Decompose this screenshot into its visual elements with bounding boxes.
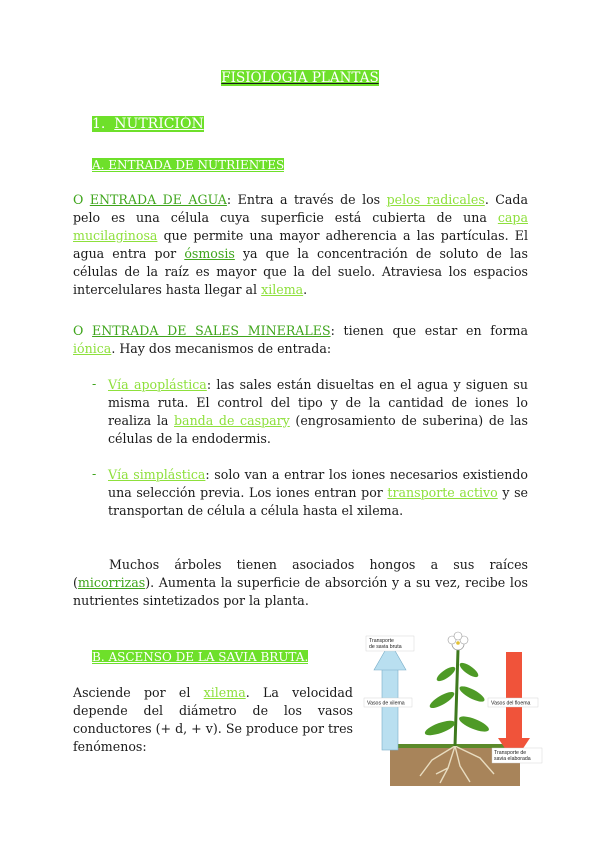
- label-line: savia elaborada: [494, 756, 531, 762]
- keyword-xilema-ascenso: xilema: [203, 685, 246, 700]
- text: . Cada pelo es una célula cuya superficie está cubierta de una: [73, 192, 529, 225]
- text: (engrosamiento de suberina) de las células de la endodermis.: [108, 413, 528, 446]
- text: . La velocidad depende del diámetro de los vasos conductores (+ d, + v). Se produce por tres fenómenos:: [73, 685, 353, 754]
- text: .: [303, 282, 308, 297]
- keyword-capa-mucilaginosa: capa mucilaginosa: [73, 210, 528, 243]
- section-a-heading-text: A. ENTRADA DE NUTRIENTES: [92, 158, 285, 172]
- label-line: Transporte de: [494, 750, 527, 756]
- paragraph-ascenso: [73, 684, 353, 756]
- text: . Hay dos mecanismos de entrada:: [111, 341, 332, 356]
- text: : las sales están disueltas en el agua y siguen su misma ruta. El control del tipo y de la cantidad de iones lo realiza la: [108, 377, 528, 428]
- list-item-via-simplastica: [108, 466, 528, 520]
- section-1-number: 1.: [92, 116, 106, 132]
- section-1-label: NUTRICIÓN: [114, 116, 204, 132]
- circle-bullet: O: [73, 323, 84, 338]
- text: : Entra a través de los: [226, 192, 387, 207]
- term-via-simplastica: Vía simplástica: [108, 467, 206, 482]
- figure-label-xilema: Vasos de xilema: [367, 700, 405, 707]
- text: Asciende por el: [73, 685, 204, 700]
- section-b-heading: [92, 650, 308, 664]
- section-1-heading: [92, 116, 204, 132]
- section-a-heading: [92, 158, 284, 172]
- keyword-pelos-radicales: pelos radicales: [386, 192, 485, 207]
- dash-bullet: -: [92, 376, 97, 391]
- circle-bullet: O: [73, 192, 84, 207]
- plant-transport-figure: [360, 628, 544, 788]
- text: : solo van a entrar los iones necesarios existiendo una selección previa. Los iones entran por: [108, 467, 529, 500]
- text: ya que la concentración de soluto de las células de la raíz es mayor que la del suelo. Atraviesa los espacios intercelulares hasta llegar al: [73, 246, 528, 297]
- term-via-apoplastica: Vía apoplástica: [108, 377, 207, 392]
- label-line: Transporte: [369, 638, 394, 644]
- label-line: de savia bruta: [369, 644, 402, 650]
- paragraph-entrada-agua: [73, 191, 528, 299]
- paragraph-micorrizas: [73, 556, 528, 610]
- title-text: FISIOLOGÍA PLANTAS: [221, 70, 379, 86]
- dash-bullet: -: [92, 466, 97, 481]
- keyword-transporte-activo: transporte activo: [387, 485, 498, 500]
- paragraph-entrada-sales: [73, 322, 528, 358]
- text: Muchos árboles tienen asociados hongos a sus raíces (: [73, 557, 528, 590]
- text: y se transportan de célula a célula hasta el xilema.: [108, 485, 528, 518]
- keyword-osmosis: ósmosis: [184, 246, 235, 261]
- text: que permite una mayor adherencia a las partículas. El agua entra por: [73, 228, 528, 261]
- document-title: [0, 70, 600, 86]
- term-entrada-agua: ENTRADA DE AGUA: [89, 192, 227, 207]
- keyword-ionica: iónica: [73, 341, 112, 356]
- keyword-xilema: xilema: [261, 282, 304, 297]
- section-b-heading-text: B. ASCENSO DE LA SAVIA BRUTA.: [92, 650, 309, 664]
- text: ). Aumenta la superficie de absorción y a su vez, recibe los nutrientes sintetizados por la planta.: [73, 575, 528, 608]
- list-item-via-apoplastica: [108, 376, 528, 448]
- text: : tienen que estar en forma: [330, 323, 528, 338]
- keyword-banda-caspary: banda de caspary: [174, 413, 290, 428]
- figure-label-floema: Vasos del floema: [491, 700, 531, 707]
- term-entrada-sales: ENTRADA DE SALES MINERALES: [92, 323, 331, 338]
- figure-label-savia-elaborada: [494, 750, 531, 762]
- keyword-micorrizas: micorrizas: [77, 575, 146, 590]
